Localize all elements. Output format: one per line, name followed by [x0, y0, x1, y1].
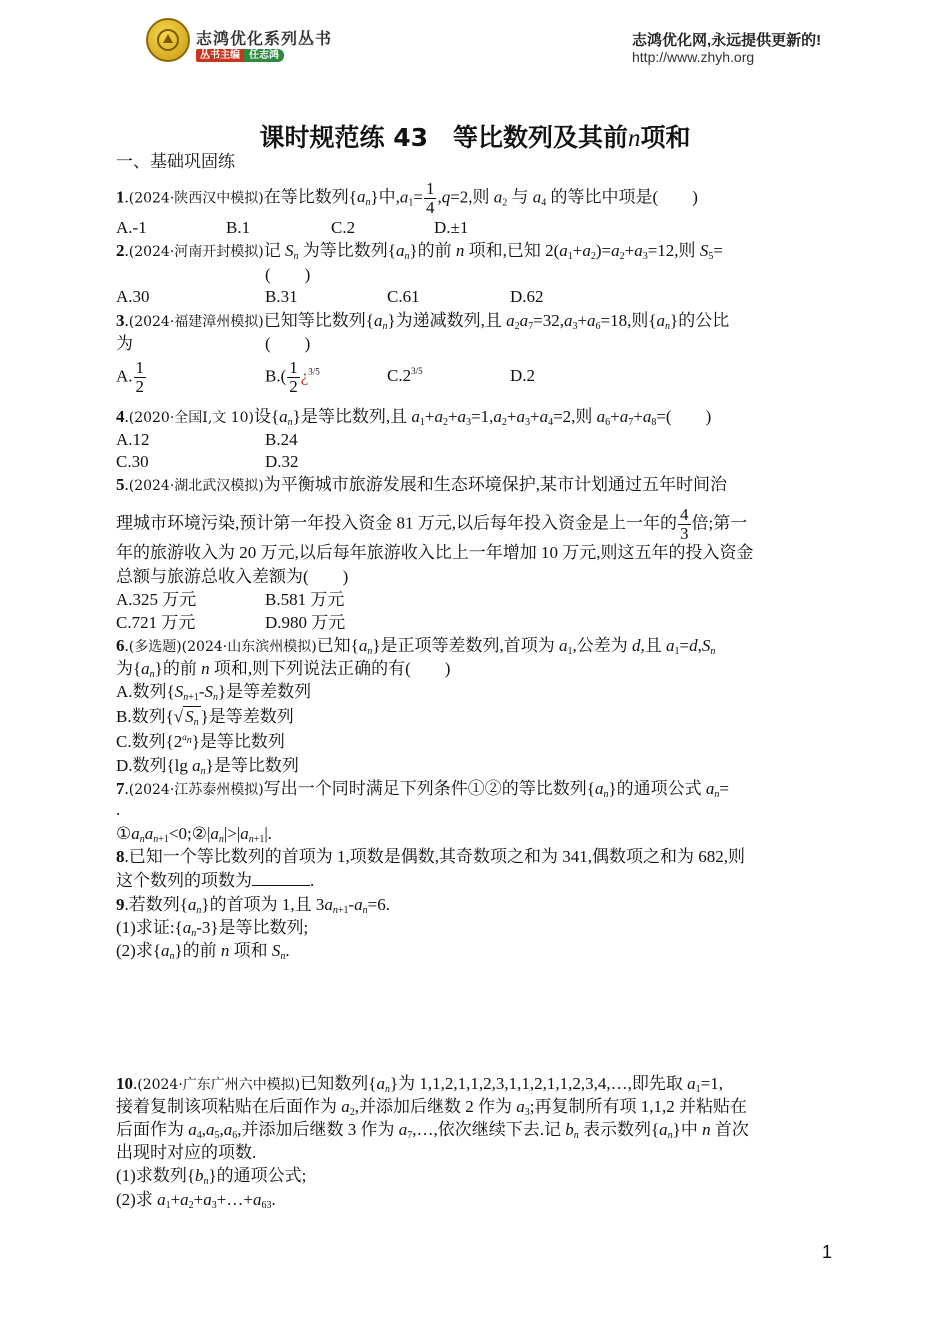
question-number: 8: [116, 847, 125, 866]
question-10-line-3: 后面作为 $a_4,a_5,a_6$,并添加后继数 3 作为 $a_7,\dots$,依次继续下去.记 $b_n$ 表示数列$\{a_n\}$中 n 首次: [116, 1120, 749, 1141]
question-5: 5.(2024·湖北武汉模拟)为平衡城市旅游发展和生态环境保护,某市计划通过五年时间治: [116, 475, 728, 494]
question-number: 4: [116, 407, 125, 426]
question-2: 2.(2024·河南开封模拟)记 $S_n$ 为等比数列$\{a_n\}$的前 n 项和,已知 $2(a_1+a_2)=a_2+a_3=12$,则 $S_5=$: [116, 241, 723, 262]
q3-option-c: $C.2^{3/5}$: [387, 366, 423, 385]
series-title: 志鸿优化系列丛书: [196, 31, 333, 48]
question-text: 这个数列的项数为: [116, 871, 252, 890]
question-number: 2: [116, 241, 125, 260]
q6-option-a: A.数列$\{S_{n+1}-S_n\}$是等差数列: [116, 682, 312, 703]
option-label: C.2: [387, 366, 412, 385]
question-5-line-4: 总额与旅游总收入差额为( ): [116, 567, 349, 586]
question-3: 3.(2024·福建漳州模拟)已知等比数列$\{a_n\}$为递减数列,且 $a_2a_7=32,a_3+a_6=18$,则$\{a_n\}$的公比: [116, 311, 730, 332]
question-number: 3: [116, 311, 125, 330]
question-1: 1.(2024·陕西汉中模拟)在等比数列$\{a_n\}$中$,a_1=$ $\frac{1}{4}$ ,q=2,则 $a_2$ 与 $a_4$ 的等比中项是( ): [116, 179, 698, 217]
q6-option-c: C.数列$\{2^{a_n}\}$是等比数列: [116, 732, 285, 751]
question-6-cont: 为$\{a_n\}$的前 n 项和,则下列说法正确的有( ): [116, 659, 451, 680]
question-7: 7.(2024·江苏泰州模拟)写出一个同时满足下列条件①②的等比数列$\{a_n\}$的通项公式 $a_n=$: [116, 779, 729, 800]
page-title: [0, 118, 950, 154]
question-7-period: .: [116, 800, 121, 819]
q9-part-2: (2)求$\{a_n\}$的前 n 项和 $S_n$.: [116, 941, 290, 962]
editor-badge: [196, 49, 284, 62]
question-7-conditions: $①a_na_{n+1}<0;②|a_n|>|a_{n+1}|$.: [116, 824, 273, 845]
question-9: 9.若数列$\{a_n\}$的首项为 1,且 $3a_{n+1}-a_n=6$.: [116, 895, 390, 916]
q1-option-c: C.2: [331, 218, 356, 237]
q4-option-a: A.12: [116, 430, 150, 449]
editor-name: 任志鸿: [244, 49, 284, 62]
title-var: n: [627, 125, 641, 152]
question-text: 倍;第一: [691, 513, 748, 533]
q6-option-b: B.数列{√ $S_n$ }是等差数列: [116, 707, 294, 728]
q2-option-a: A.30: [116, 287, 150, 306]
q3-option-b: B.( $\frac{1}{2}$ ¿$^{3/5}$: [265, 358, 320, 396]
question-4: 4.(2020·全国Ⅰ,文 10)设$\{a_n\}$是等比数列,且 $a_1+a_2+a_3=1,a_2+a_3+a_4=2$,则 $a_6+a_7+a_8=$( ): [116, 407, 712, 428]
q1-option-a: A.-1: [116, 218, 147, 237]
q5-option-d: D.980 万元: [265, 613, 346, 632]
q5-option-a: A.325 万元: [116, 590, 197, 609]
q5-option-b: B.581 万元: [265, 590, 345, 609]
question-source: (多选题)(2024·山东滨州模拟): [128, 639, 317, 655]
question-text: 为平衡城市旅游发展和生态环境保护,某市计划通过五年时间治: [263, 475, 728, 494]
q1-option-d: D.±1: [434, 218, 469, 237]
question-10-line-2: 接着复制该项粘贴在后面作为 $a_2$,并添加后继数 2 作为 $a_3$;再复制所有项 1,1,2 并粘贴在: [116, 1097, 747, 1118]
q2-option-b: B.31: [265, 287, 298, 306]
option-label: B.(: [265, 366, 287, 386]
logo-emblem-icon: [156, 28, 180, 52]
option-label: A.: [116, 366, 133, 386]
q3-option-d: D.2: [510, 366, 536, 385]
question-number: 9: [116, 895, 125, 914]
question-8-cont: 这个数列的项数为 .: [116, 871, 315, 890]
site-url[interactable]: http://www.zhyh.org: [632, 49, 755, 65]
question-3-cont: 为: [116, 334, 133, 353]
question-source: (2024·广东广州六中模拟): [137, 1077, 301, 1093]
q6-option-d: D.数列{lg $a_n$}是等比数列: [116, 756, 299, 777]
question-text: 理城市环境污染,预计第一年投入资金 81 万元,以后每年投入资金是上一年的: [116, 513, 677, 533]
question-10-line-4: 出现时对应的项数.: [116, 1143, 257, 1162]
q10-part-2: (2)求 $a_1+a_2+a_3+\dots+a_{63}$.: [116, 1190, 276, 1211]
question-source: (2024·河南开封模拟): [128, 244, 264, 260]
question-source: (2020·全国Ⅰ,文 10): [128, 410, 254, 426]
title-prefix: 课时规范练 43 等比数列及其前: [259, 123, 628, 152]
site-slogan: 志鸿优化网,永远提供更新的!: [632, 32, 822, 49]
title-suffix: 项和: [640, 123, 691, 152]
question-source: (2024·江苏泰州模拟): [128, 782, 264, 798]
q2-option-d: D.62: [510, 287, 544, 306]
answer-blank: [252, 871, 310, 886]
question-source: (2024·陕西汉中模拟): [128, 190, 264, 207]
question-5-line-3: 年的旅游收入为 20 万元,以后每年旅游收入比上一年增加 10 万元,则这五年的投入资金: [116, 543, 754, 562]
q2-option-c: C.61: [387, 287, 420, 306]
page-number: 1: [822, 1242, 833, 1262]
q9-part-1: (1)求证$:\{a_n-3\}$是等比数列;: [116, 918, 309, 939]
q4-option-d: D.32: [265, 452, 299, 471]
question-8: [116, 846, 745, 868]
question-number: 6: [116, 636, 125, 655]
question-number: 1: [116, 187, 125, 207]
question-10: 10.(2024·广东广州六中模拟)已知数列$\{a_n\}$为 1,1,2,1,1,2,3,1,1,2,1,1,2,3,4,…,即先取 $a_1=1$,: [116, 1074, 723, 1095]
series-logo: [146, 18, 190, 62]
section-heading: 一、基础巩固练: [116, 152, 235, 171]
q4-option-b: B.24: [265, 430, 298, 449]
q2-answer-paren: ( ): [265, 265, 311, 284]
editor-label: 丛书主编: [196, 49, 244, 62]
q5-option-c: C.721 万元: [116, 613, 196, 632]
q3-answer-paren: ( ): [265, 334, 311, 353]
question-text: .已知一个等比数列的首项为 1,项数是偶数,其奇数项之和为 341,偶数项之和为 682,则: [124, 847, 745, 866]
question-6: 6.(多选题)(2024·山东滨州模拟)已知$\{a_n\}$是正项等差数列,首项为 $a_1$,公差为 d,且 $a_1=d,S_n$: [116, 636, 716, 657]
question-source: (2024·福建漳州模拟): [128, 314, 264, 330]
page-header: [0, 0, 950, 80]
question-5-line-2: 理城市环境污染,预计第一年投入资金 81 万元,以后每年投入资金是上一年的 $\frac{4}{3}$ 倍;第一: [116, 505, 748, 543]
question-number: 5: [116, 475, 125, 494]
question-number: 10: [116, 1074, 133, 1093]
question-source: (2024·湖北武汉模拟): [128, 478, 264, 494]
q1-option-b: B.1: [226, 218, 251, 237]
question-number: 7: [116, 779, 125, 798]
q10-part-1: (1)求数列$\{b_n\}$的通项公式;: [116, 1166, 307, 1187]
q4-option-c: C.30: [116, 452, 149, 471]
question-text: 写出一个同时满足下列条件①②的等比数列{: [263, 779, 595, 798]
q3-option-a: A. $\frac{1}{2}$: [116, 358, 145, 396]
